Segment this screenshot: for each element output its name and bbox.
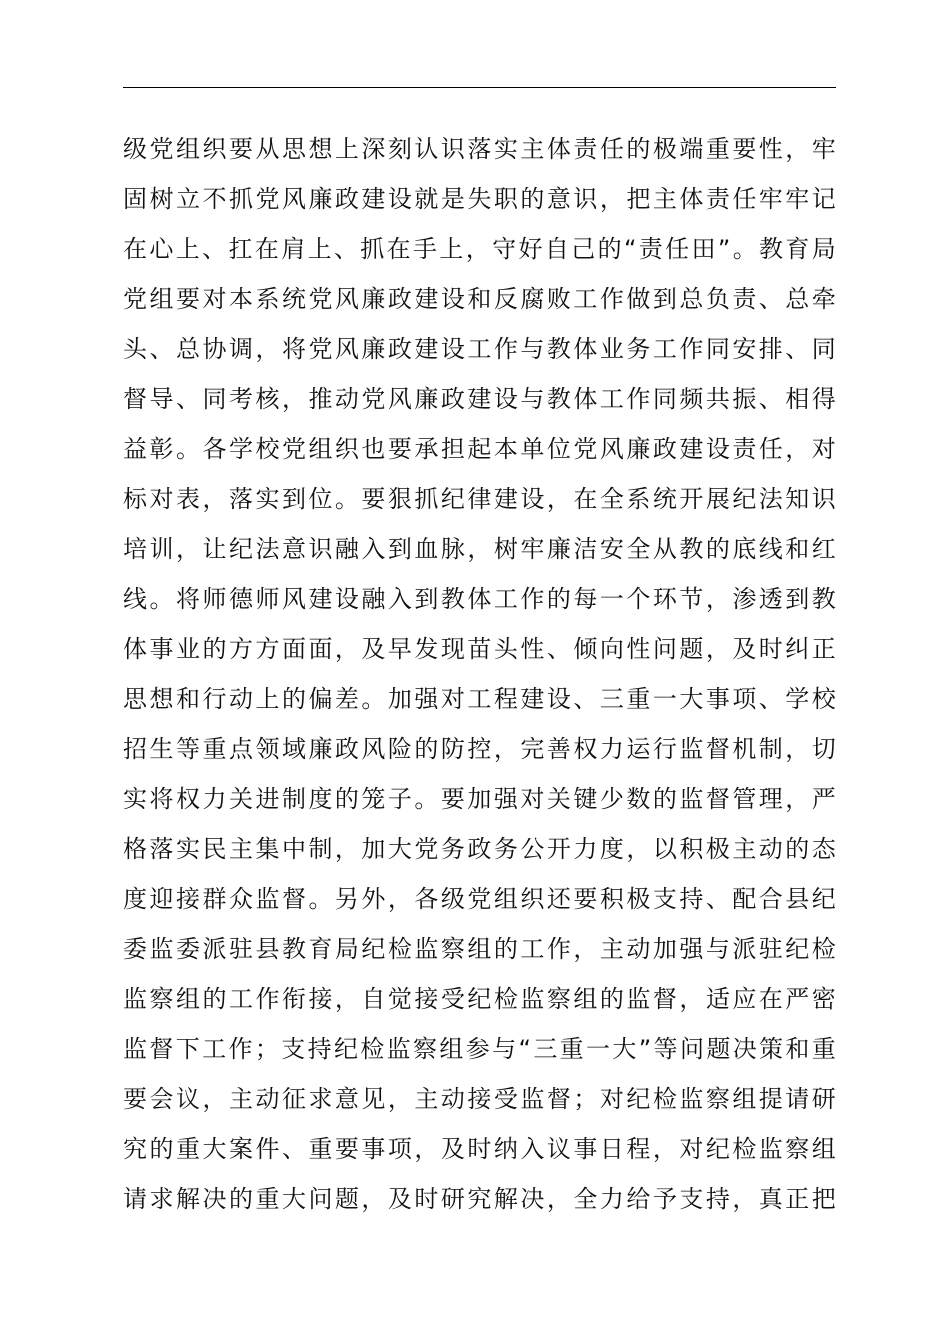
text-line: 思想和行动上的偏差。加强对工程建设、三重一大事项、学校 bbox=[123, 685, 836, 713]
text-line: 在心上、扛在肩上、抓在手上，守好自己的“责任田”。教育局 bbox=[123, 235, 836, 263]
text-line: 究的重大案件、重要事项，及时纳入议事日程，对纪检监察组 bbox=[123, 1135, 836, 1163]
text-line: 线。将师德师风建设融入到教体工作的每一个环节，渗透到教 bbox=[123, 585, 836, 613]
text-line: 格落实民主集中制，加大党务政务公开力度，以积极主动的态 bbox=[123, 835, 836, 863]
text-line: 督导、同考核，推动党风廉政建设与教体工作同频共振、相得 bbox=[123, 385, 836, 413]
text-line: 实将权力关进制度的笼子。要加强对关键少数的监督管理，严 bbox=[123, 785, 836, 813]
body-paragraph bbox=[123, 124, 836, 1224]
text-line: 体事业的方方面面，及早发现苗头性、倾向性问题，及时纠正 bbox=[123, 635, 836, 663]
text-line: 监督下工作；支持纪检监察组参与“三重一大”等问题决策和重 bbox=[123, 1035, 836, 1063]
text-line: 固树立不抓党风廉政建设就是失职的意识，把主体责任牢牢记 bbox=[123, 185, 836, 213]
text-line: 度迎接群众监督。另外，各级党组织还要积极支持、配合县纪 bbox=[123, 885, 836, 913]
text-line: 招生等重点领域廉政风险的防控，完善权力运行监督机制，切 bbox=[123, 735, 836, 763]
text-line: 级党组织要从思想上深刻认识落实主体责任的极端重要性，牢 bbox=[123, 135, 836, 163]
text-line: 委监委派驻县教育局纪检监察组的工作，主动加强与派驻纪检 bbox=[123, 935, 836, 963]
text-line: 益彰。各学校党组织也要承担起本单位党风廉政建设责任，对 bbox=[123, 435, 836, 463]
header-rule bbox=[123, 87, 836, 88]
text-line: 头、总协调，将党风廉政建设工作与教体业务工作同安排、同 bbox=[123, 335, 836, 363]
text-line: 监察组的工作衔接，自觉接受纪检监察组的监督，适应在严密 bbox=[123, 985, 836, 1013]
text-line: 要会议，主动征求意见，主动接受监督；对纪检监察组提请研 bbox=[123, 1085, 836, 1113]
text-line: 标对表，落实到位。要狠抓纪律建设，在全系统开展纪法知识 bbox=[123, 485, 836, 513]
text-line: 党组要对本系统党风廉政建设和反腐败工作做到总负责、总牵 bbox=[123, 285, 836, 313]
text-line: 培训，让纪法意识融入到血脉，树牢廉洁安全从教的底线和红 bbox=[123, 535, 836, 563]
text-line: 请求解决的重大问题，及时研究解决，全力给予支持，真正把 bbox=[123, 1185, 836, 1213]
